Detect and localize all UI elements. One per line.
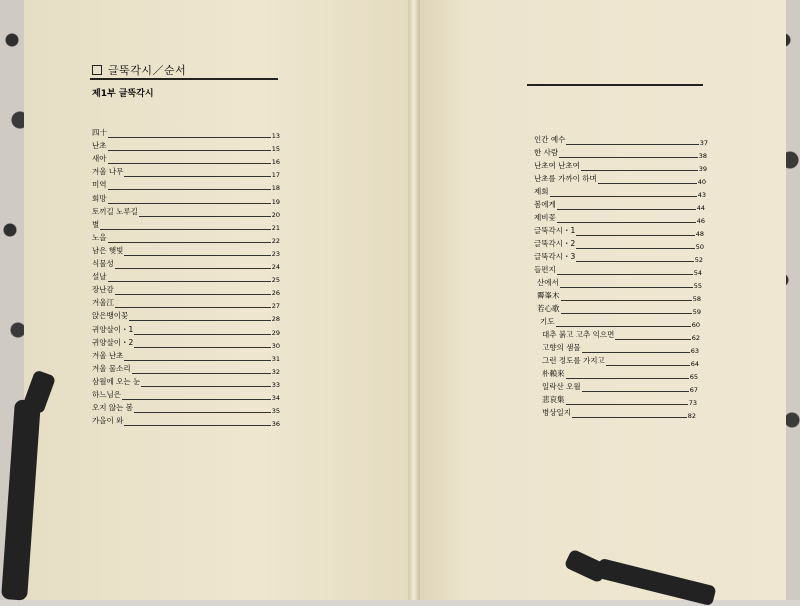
toc-entry-title: 겨울 난초	[92, 350, 124, 360]
toc-leader-line	[124, 176, 270, 177]
toc-leader-line	[100, 229, 270, 230]
square-bullet-icon	[92, 65, 102, 75]
toc-leader-line	[115, 294, 271, 295]
toc-entry-title: 토끼길 노루길	[92, 206, 138, 216]
toc-entry-page: 58	[692, 295, 701, 303]
toc-leader-line	[141, 386, 270, 387]
toc-entry	[92, 155, 280, 165]
toc-entry	[534, 136, 708, 146]
toc-entry-title: 제비꽃	[534, 213, 556, 222]
toc-leader-line	[108, 203, 271, 204]
toc-entry	[534, 188, 706, 198]
toc-leader-line	[129, 320, 270, 321]
toc-leader-line	[606, 365, 690, 366]
toc-entry-page: 18	[271, 184, 280, 193]
toc-entry-title: 朴賴來	[542, 369, 565, 378]
toc-leader-line	[139, 216, 271, 217]
toc-entry	[92, 286, 280, 296]
toc-leader-line	[124, 360, 270, 361]
toc-entry-title: 인간 예수	[534, 135, 566, 144]
toc-entry-title: 하느님은	[92, 390, 121, 399]
toc-leader-line	[115, 268, 271, 269]
toc-entry-page: 63	[690, 347, 699, 355]
toc-leader-line	[561, 300, 692, 301]
toc-entry-title: 앉은뱅이꽃	[92, 311, 129, 321]
toc-leader-line	[134, 412, 271, 413]
toc-entry-page: 17	[271, 171, 280, 180]
toc-entry	[534, 214, 705, 224]
toc-leader-line	[557, 209, 696, 210]
toc-entry-title: 일락산 오월	[542, 382, 581, 391]
right-heading-rule	[527, 84, 703, 86]
toc-entry-title: 若心歌	[537, 304, 560, 313]
toc-entry	[92, 142, 280, 152]
toc-entry	[534, 201, 705, 211]
toc-entry-page: 15	[271, 145, 280, 154]
toc-entry-page: 19	[271, 197, 280, 206]
toc-entry-page: 64	[690, 360, 699, 368]
toc-heading	[92, 62, 186, 78]
toc-entry-title: 별	[92, 219, 100, 229]
toc-entry-title: 장난감	[92, 285, 114, 295]
toc-leader-line	[598, 183, 697, 184]
toc-entry-page: 28	[271, 315, 280, 324]
toc-entry	[92, 391, 280, 401]
toc-entry	[92, 221, 280, 231]
toc-entry-title: 오지 않는 봄	[92, 403, 133, 413]
toc-leader-line	[566, 144, 698, 145]
toc-leader-line	[108, 281, 271, 282]
toc-leader-line	[557, 222, 696, 223]
toc-entry-title: 고향의 샘물	[542, 343, 581, 352]
toc-entry-page: 21	[271, 223, 280, 232]
toc-entry-page: 32	[271, 367, 280, 376]
toc-heading-text: 글뚝각시／순서	[108, 64, 187, 77]
toc-leader-line	[561, 313, 692, 314]
toc-entry-title: 기도	[540, 317, 555, 326]
toc-leader-line	[560, 287, 693, 288]
toc-entry-title: 겨울江	[92, 298, 114, 308]
toc-entry	[92, 129, 280, 139]
toc-entry-title: 노을	[92, 232, 107, 242]
toc-entry-page: 23	[271, 249, 280, 258]
toc-entry-page: 65	[689, 373, 698, 381]
toc-leader-line	[134, 347, 270, 348]
toc-entry-title: 삼월에 오는 눈	[92, 376, 141, 386]
toc-entry	[542, 370, 698, 380]
toc-entry-title: 난초를 가까이 하며	[534, 174, 597, 183]
toc-entry	[534, 149, 707, 159]
toc-entry	[92, 365, 280, 375]
toc-entry	[92, 260, 280, 270]
toc-leader-line	[132, 373, 271, 374]
toc-entry	[92, 378, 280, 388]
toc-entry-page: 44	[696, 204, 705, 212]
toc-leader-line	[582, 391, 689, 392]
toc-leader-line	[108, 189, 271, 190]
toc-entry-page: 34	[271, 394, 280, 402]
toc-leader-line	[582, 352, 690, 353]
toc-entry-title: 새아	[92, 154, 107, 164]
toc-entry-page: 55	[693, 282, 702, 290]
toc-entry-title: 겨울 물소리	[92, 363, 131, 373]
toc-entry	[537, 305, 701, 315]
toc-leader-line	[108, 242, 271, 243]
toc-entry-title: 글뚝각시・2	[534, 239, 576, 248]
toc-entry	[534, 162, 707, 172]
toc-leader-line	[576, 248, 694, 249]
toc-entry	[92, 352, 280, 362]
toc-entry	[542, 331, 700, 341]
toc-entry-title: 귀양살이・2	[92, 337, 134, 347]
toc-entry	[92, 208, 280, 218]
toc-entry	[542, 357, 699, 367]
toc-entry-page: 40	[697, 178, 706, 186]
toc-entry	[92, 299, 280, 309]
toc-entry	[92, 404, 280, 414]
toc-leader-line	[557, 274, 693, 275]
toc-entry	[92, 247, 280, 257]
toc-leader-line	[108, 150, 271, 151]
toc-entry-page: 38	[698, 152, 707, 160]
toc-entry	[542, 396, 697, 406]
toc-entry-page: 48	[695, 230, 704, 238]
toc-leader-line	[576, 261, 693, 262]
toc-entry	[92, 273, 280, 283]
toc-entry	[534, 240, 704, 250]
toc-entry-page: 29	[271, 328, 280, 337]
toc-entry	[534, 253, 703, 263]
toc-leader-line	[559, 157, 698, 158]
toc-entry-page: 54	[693, 269, 702, 277]
toc-entry-page: 60	[691, 321, 700, 329]
toc-entry-title: 겨울 나무	[92, 167, 124, 177]
toc-entry-page: 37	[699, 139, 708, 147]
toc-leader-line	[572, 417, 687, 418]
toc-entry-page: 62	[691, 334, 700, 342]
toc-leader-line	[122, 399, 271, 400]
toc-entry-page: 27	[271, 302, 280, 311]
toc-entry-page: 59	[692, 308, 701, 316]
toc-entry-page: 52	[694, 256, 703, 264]
toc-entry	[534, 266, 702, 276]
toc-entry	[92, 417, 280, 427]
toc-entry-title: 난초	[92, 141, 107, 151]
toc-leader-line	[576, 235, 694, 236]
toc-entry-title: 난초여 난초여	[534, 161, 580, 170]
toc-entry-title: 가을이 와	[92, 416, 124, 426]
toc-entry	[540, 318, 700, 328]
toc-entry-page: 33	[271, 380, 280, 389]
toc-leader-line	[566, 378, 689, 379]
toc-entry	[92, 195, 280, 205]
toc-leader-line	[124, 425, 270, 426]
toc-leader-line	[556, 326, 691, 327]
toc-entry-page: 82	[687, 412, 696, 420]
heading-rule	[90, 78, 278, 80]
toc-entry-page: 20	[271, 210, 280, 219]
toc-entry-title: 四十	[92, 128, 107, 137]
part-title: 제1부 글뚝각시	[92, 89, 154, 99]
toc-entry-page: 50	[695, 243, 704, 251]
toc-entry-title: 대추 붉고 고추 익으면	[542, 330, 615, 339]
toc-leader-line	[566, 404, 688, 405]
toc-entry	[92, 326, 280, 336]
toc-entry-page: 46	[696, 217, 705, 225]
toc-entry	[542, 383, 698, 393]
toc-entry-page: 25	[271, 276, 280, 285]
toc-entry-page: 36	[271, 420, 280, 429]
toc-leader-line	[108, 137, 271, 138]
toc-entry-title: 식물성	[92, 259, 114, 268]
toc-entry-title: 남은 햇빛	[92, 245, 124, 255]
toc-leader-line	[108, 163, 271, 164]
toc-entry-title: 회망	[92, 193, 107, 203]
toc-entry	[537, 292, 701, 302]
toc-entry-title: 글뚝각시・1	[534, 226, 576, 235]
toc-leader-line	[550, 196, 697, 197]
toc-entry-title: 설날	[92, 272, 107, 282]
toc-entry	[92, 339, 280, 349]
toc-entry	[542, 344, 699, 354]
toc-entry-title: 霽峯木	[537, 291, 560, 300]
toc-entry-page: 26	[271, 289, 280, 298]
toc-entry-page: 30	[271, 341, 280, 350]
toc-entry-title: 한 사람	[534, 148, 559, 157]
toc-entry-page: 24	[271, 263, 280, 271]
toc-entry	[92, 312, 280, 322]
toc-entry	[534, 175, 706, 185]
toc-leader-line	[615, 339, 690, 340]
toc-entry-title: 그런 정도를 가지고	[542, 356, 605, 365]
toc-entry-title: 병상일지	[542, 408, 571, 417]
toc-leader-line	[124, 255, 270, 256]
toc-entry	[92, 168, 280, 178]
toc-entry-title: 들편지	[534, 265, 556, 274]
toc-entry	[542, 409, 696, 419]
toc-entry-title: 悲哀集	[542, 395, 565, 404]
toc-entry	[92, 234, 280, 244]
toc-entry-page: 67	[689, 386, 698, 394]
book-gutter	[408, 0, 420, 600]
toc-entry-title: 글뚝각시・3	[534, 252, 576, 261]
toc-entry-page: 13	[271, 132, 280, 140]
toc-entry	[92, 181, 280, 191]
toc-entry-title: 산에서	[537, 278, 559, 287]
toc-entry-title: 미역	[92, 180, 107, 190]
toc-entry-title: 귀양살이・1	[92, 324, 134, 334]
toc-entry	[537, 279, 702, 289]
toc-leader-line	[134, 334, 270, 335]
toc-entry-page: 22	[271, 236, 280, 245]
toc-entry-page: 39	[698, 165, 707, 173]
toc-leader-line	[115, 307, 271, 308]
toc-entry-page: 35	[271, 407, 280, 416]
toc-entry-page: 73	[688, 399, 697, 407]
toc-entry	[534, 227, 704, 237]
toc-entry-page: 31	[271, 354, 280, 363]
toc-entry-page: 43	[697, 191, 706, 199]
toc-entry-title: 봄에게	[534, 200, 556, 209]
toc-entry-page: 16	[271, 158, 280, 167]
toc-entry-title: 제회	[534, 187, 549, 196]
toc-leader-line	[581, 170, 698, 171]
